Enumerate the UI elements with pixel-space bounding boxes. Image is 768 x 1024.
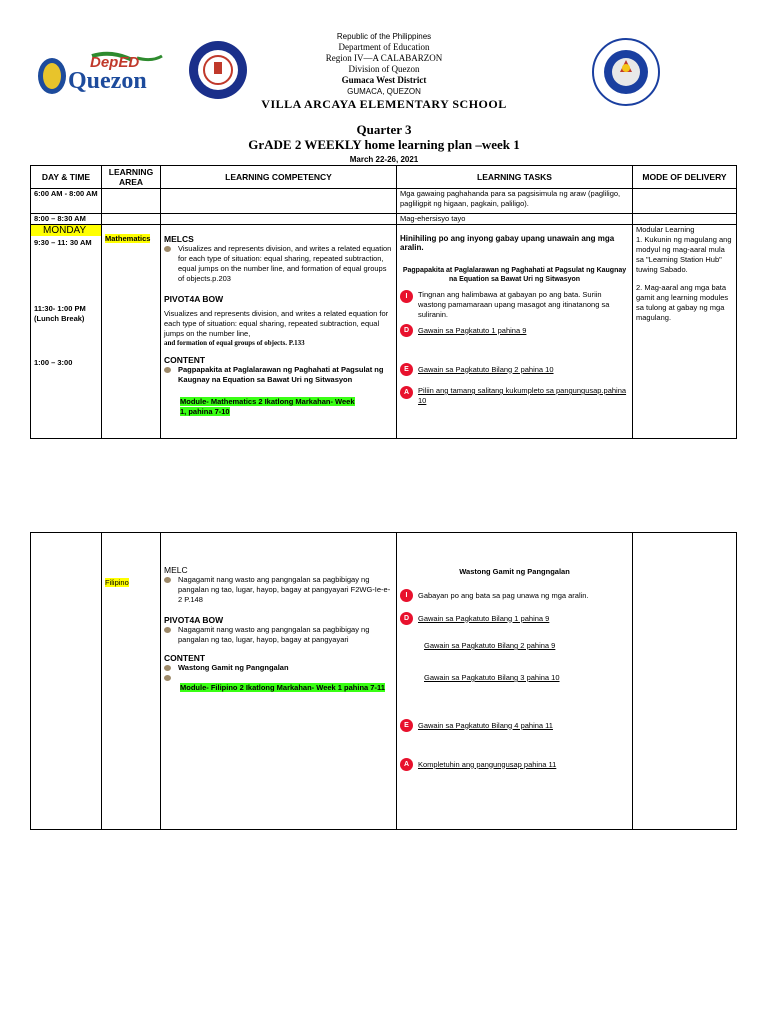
plan-dates: March 22-26, 2021: [349, 155, 419, 164]
content-title: CONTENT: [164, 355, 206, 365]
bullet-icon: [164, 665, 171, 671]
fil-content-title: CONTENT: [164, 653, 206, 663]
weekly-plan-table: [30, 165, 737, 439]
row-time-1: 6:00 AM - 8:00 AM: [31, 189, 102, 214]
row-time-2: 8:00 – 8:30 AM: [31, 214, 102, 225]
republic-line: Republic of the Philippines: [336, 32, 432, 41]
task-d-badge: D: [400, 324, 413, 337]
fil-task-d2-text: Gawain sa Pagkatuto Bilang 2 pahina 9: [424, 641, 556, 650]
filipino-plan-table: [30, 532, 737, 830]
math-tasks-cell: [397, 225, 633, 439]
fil-task-d3-text: Gawain sa Pagkatuto Bilang 3 pahina 10: [424, 673, 560, 682]
task-title: Pagpapakita at Paglalarawan ng Paghahati at Pagsulat ng Kaugnay na Equation sa Bawat Uri ng Sitwasyon: [402, 267, 627, 283]
math-competency-cell: [161, 225, 397, 439]
fil-task-d-text: Gawain sa Pagkatuto Bilang 1 pahina 9: [418, 613, 550, 623]
monday-time-2b: (Lunch Break): [34, 314, 85, 323]
fil-pivot-title: PIVOT4A BOW: [164, 615, 224, 625]
school-name: VILLA ARCAYA ELEMENTARY SCHOOL: [261, 97, 507, 111]
filipino-competency-cell: [161, 533, 397, 830]
col-learning-competency: LEARNING COMPETENCY: [161, 166, 397, 189]
monday-time-3: 1:00 – 3:00: [34, 358, 73, 367]
bullet-icon: [164, 246, 171, 252]
pivot-text-2: and formation of equal groups of objects. P.133: [164, 339, 305, 347]
district-line: Gumaca West District: [341, 75, 427, 85]
filipino-tasks-cell: [397, 533, 633, 830]
monday-label: MONDAY: [31, 225, 101, 236]
col-day-time: DAY & TIME: [31, 166, 102, 189]
bullet-icon: [164, 577, 171, 583]
melcs-text: Visualizes and represents division, and writes a related equation for each type of situation: equal sharing, repeated subtraction, equal jumps on the number line, and formation of equal groups of objects.p.203: [178, 244, 392, 283]
monday-time-1: 9:30 – 11: 30 AM: [34, 238, 92, 247]
document-header: [0, 31, 768, 111]
bullet-icon: [164, 675, 171, 681]
quezon-logo-text: Quezon: [68, 68, 147, 94]
math-module: Module- Mathematics 2 Ikatlong Markahan- Week 1, pahina 7-10: [180, 397, 355, 416]
mode-step-1: 1. Kukunin ng magulang ang modyul ng mag-aaral mula sa "Learning Station Hub" tuwing Sabado.: [636, 235, 732, 274]
task-e-text: Gawain sa Pagkatuto Bilang 2 pahina 10: [418, 364, 554, 374]
task-a-text: Piliin ang tamang salitang kukumpleto sa pangungusap.pahina 10: [418, 386, 627, 405]
quarter-title: Quarter 3: [356, 122, 412, 137]
bullet-icon: [164, 627, 171, 633]
fil-module: Module- Filipino 2 Ikatlong Markahan- Week 1 pahina 7-11: [180, 683, 385, 692]
task-a-badge: A: [400, 386, 413, 399]
melc-text: Nagagamit nang wasto ang pangngalan sa pagbibigay ng pangalan ng tao, lugar, hayop, bagay at pangyayari F2WG-Ie-e-2 P.148: [178, 575, 391, 604]
area-mathematics: Mathematics: [105, 234, 151, 243]
plan-title: GrADE 2 WEEKLY home learning plan –week 1: [248, 137, 520, 152]
fil-task-a-text: Kompletuhin ang pangungusap pahina 11: [418, 759, 557, 769]
fil-task-e-text: Gawain sa Pagkatuto Bilang 4 pahina 11: [418, 720, 553, 730]
task-e-badge: E: [400, 363, 413, 376]
row-task-1: Mga gawaing paghahanda para sa pagsisimula ng araw (pagliligo, pagliligpit ng higaan, pagkain, paliligo).: [397, 189, 633, 214]
content-text: Pagpapakita at Paglalarawan ng Paghahati at Pagsulat ng Kaugnay na Equation sa Bawat Uri ng Sitwasyon: [178, 365, 384, 384]
division-line: Division of Quezon: [348, 64, 420, 74]
col-learning-tasks: LEARNING TASKS: [397, 166, 633, 189]
col-learning-area: LEARNING AREA: [102, 166, 161, 189]
mode-step-2: 2. Mag-aaral ang mga bata gamit ang learning modules sa tulong at gabay ng mga magulang.: [636, 283, 729, 322]
task-intro: Hinihiling po ang inyong gabay upang unawain ang mga aralin.: [400, 234, 615, 252]
col-mode-of-delivery: MODE OF DELIVERY: [633, 166, 737, 189]
deped-logo-text: DepED: [90, 54, 140, 71]
area-filipino: Filipino: [105, 578, 129, 587]
row-task-2: Mag-ehersisyo tayo: [397, 214, 633, 225]
fil-task-a-badge: A: [400, 758, 413, 771]
monday-time-cell: [31, 225, 102, 439]
mode-delivery-cell: [633, 225, 737, 439]
bullet-icon: [164, 367, 171, 373]
department-line: Department of Education: [338, 42, 430, 52]
fil-content-text: Wastong Gamit ng Pangngalan: [178, 663, 289, 672]
fil-task-i-text: Gabayan po ang bata sa pag unawa ng mga aralin.: [418, 590, 589, 600]
fil-task-i-badge: I: [400, 589, 413, 602]
region-line: Region IV—A CALABARZON: [325, 53, 443, 63]
melcs-title: MELCS: [164, 234, 194, 244]
task-d-text: Gawain sa Pagkatuto 1 pahina 9: [418, 325, 527, 335]
fil-pivot-text: Nagagamit nang wasto ang pangngalan sa pagbibigay ng pangalan ng tao, lugar, hayop, bagay at pangyayari: [178, 625, 370, 644]
task-i-text: Tingnan ang halimbawa at gabayan po ang bata. Suriin wastong pamamaraan upang masagot ang itinatanong sa suliranin.: [418, 290, 610, 319]
pivot-text: Visualizes and represents division, and writes a related equation for each type of situation: equal sharing, repeated subtraction, equal jumps on the number line,: [164, 309, 389, 338]
location-line: GUMACA, QUEZON: [347, 87, 421, 96]
task-i-badge: I: [400, 290, 413, 303]
pivot-title: PIVOT4A BOW: [164, 294, 224, 304]
mode-title: Modular Learning: [636, 225, 695, 234]
fil-task-e-badge: E: [400, 719, 413, 732]
monday-time-2: 11:30- 1:00 PM: [34, 304, 86, 313]
melc-title: MELC: [164, 565, 188, 575]
fil-task-title: Wastong Gamit ng Pangngalan: [459, 567, 570, 576]
fil-task-d-badge: D: [400, 612, 413, 625]
